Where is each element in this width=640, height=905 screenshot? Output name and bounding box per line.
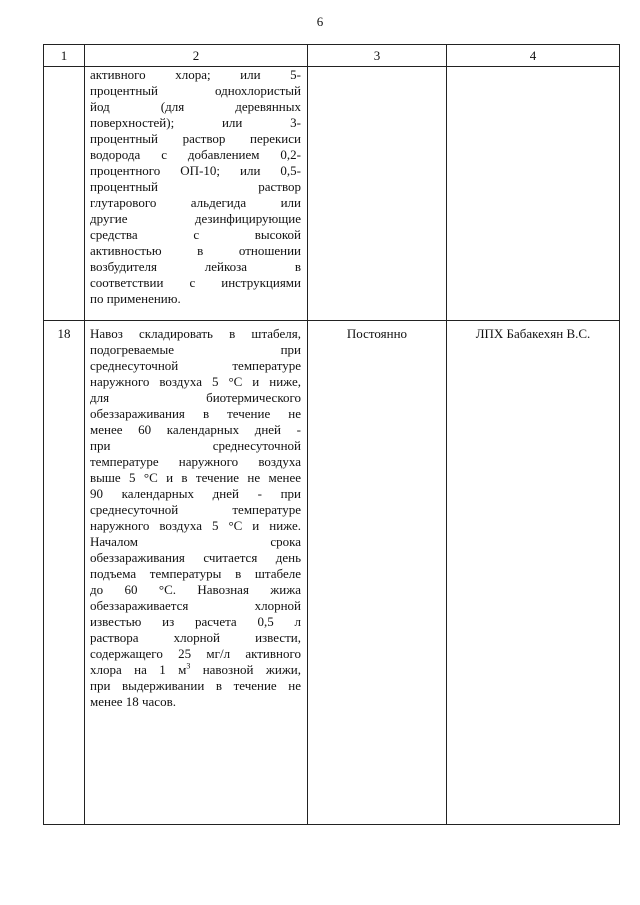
measure-text-cell bbox=[85, 321, 308, 825]
text-line: соответствии с инструкциями bbox=[90, 275, 301, 290]
row-number: 18 bbox=[44, 321, 85, 825]
text-line: наружного воздуха 5 °С и ниже. bbox=[90, 518, 301, 533]
text-line: содержащего 25 мг/л активного bbox=[90, 646, 301, 661]
text-line: до 60 °С. Навозная жижа bbox=[90, 582, 301, 597]
text-line: возбудителя лейкоза в bbox=[90, 259, 301, 274]
text-line: йод (для деревянных bbox=[90, 99, 301, 114]
header-col-2: 2 bbox=[85, 45, 308, 67]
text-line: подогреваемые при bbox=[90, 342, 301, 357]
page-number: 6 bbox=[316, 14, 324, 29]
text-line: процентный однохлористый bbox=[90, 83, 301, 98]
text-line: подъема температуры в штабеле bbox=[90, 566, 301, 581]
text-line: процентный раствор перекиси bbox=[90, 131, 301, 146]
text-line: среднесуточной температуре bbox=[90, 502, 301, 517]
text-segment: навозной жижи, bbox=[202, 662, 302, 677]
text-line: для биотермического bbox=[90, 390, 301, 405]
header-col-4: 4 bbox=[447, 45, 620, 67]
text-line: по применению. bbox=[90, 291, 181, 306]
text-line: Навоз складировать в штабеля, bbox=[90, 326, 301, 341]
text-line: известью из расчета 0,5 л bbox=[90, 614, 301, 629]
continuation-text bbox=[85, 67, 307, 307]
text-line: 90 календарных дней - при bbox=[90, 486, 301, 501]
text-line: среднесуточной температуре bbox=[90, 358, 301, 373]
term-cell: Постоянно bbox=[308, 321, 447, 825]
text-line: процентного ОП-10; или 0,5- bbox=[90, 163, 301, 178]
text-line: обеззараживания в течение не bbox=[90, 406, 301, 421]
text-line: температуре наружного воздуха bbox=[90, 454, 301, 469]
text-line: активностью в отношении bbox=[90, 243, 301, 258]
table-row-18 bbox=[44, 321, 620, 825]
text-line: при среднесуточной bbox=[90, 438, 301, 453]
continuation-responsible-cell bbox=[447, 67, 620, 321]
text-line: другие дезинфицирующие bbox=[90, 211, 301, 226]
header-col-1: 1 bbox=[44, 45, 85, 67]
text-line: раствора хлорной извести, bbox=[90, 630, 301, 645]
measure-text bbox=[85, 321, 307, 710]
measures-table bbox=[43, 44, 620, 825]
text-line: выше 5 °С и в течение не менее bbox=[90, 470, 301, 485]
superscript: 3 bbox=[186, 661, 191, 671]
text-line: водорода с добавлением 0,2- bbox=[90, 147, 301, 162]
continuation-term-cell bbox=[308, 67, 447, 321]
text-line: поверхностей); или 3- bbox=[90, 115, 301, 130]
text-line: менее 18 часов. bbox=[90, 694, 176, 709]
table-row-continuation bbox=[44, 67, 620, 321]
text-line bbox=[90, 662, 301, 678]
text-line: наружного воздуха 5 °С и ниже, bbox=[90, 374, 301, 389]
text-line: активного хлора; или 5- bbox=[90, 67, 301, 82]
text-line: процентный раствор bbox=[90, 179, 301, 194]
text-line: Началом срока bbox=[90, 534, 301, 549]
text-line: менее 60 календарных дней - bbox=[90, 422, 301, 437]
text-line: при выдерживании в течение не bbox=[90, 678, 301, 693]
text-line: обеззараживания считается день bbox=[90, 550, 301, 565]
continuation-text-cell bbox=[85, 67, 308, 321]
continuation-number-cell bbox=[44, 67, 85, 321]
responsible-cell: ЛПХ Бабакехян В.С. bbox=[447, 321, 620, 825]
header-col-3: 3 bbox=[308, 45, 447, 67]
table-header-row bbox=[44, 45, 620, 67]
text-line: средства с высокой bbox=[90, 227, 301, 242]
text-segment: хлора на 1 м bbox=[90, 662, 187, 677]
text-line: глутарового альдегида или bbox=[90, 195, 301, 210]
text-line: обеззараживается хлорной bbox=[90, 598, 301, 613]
